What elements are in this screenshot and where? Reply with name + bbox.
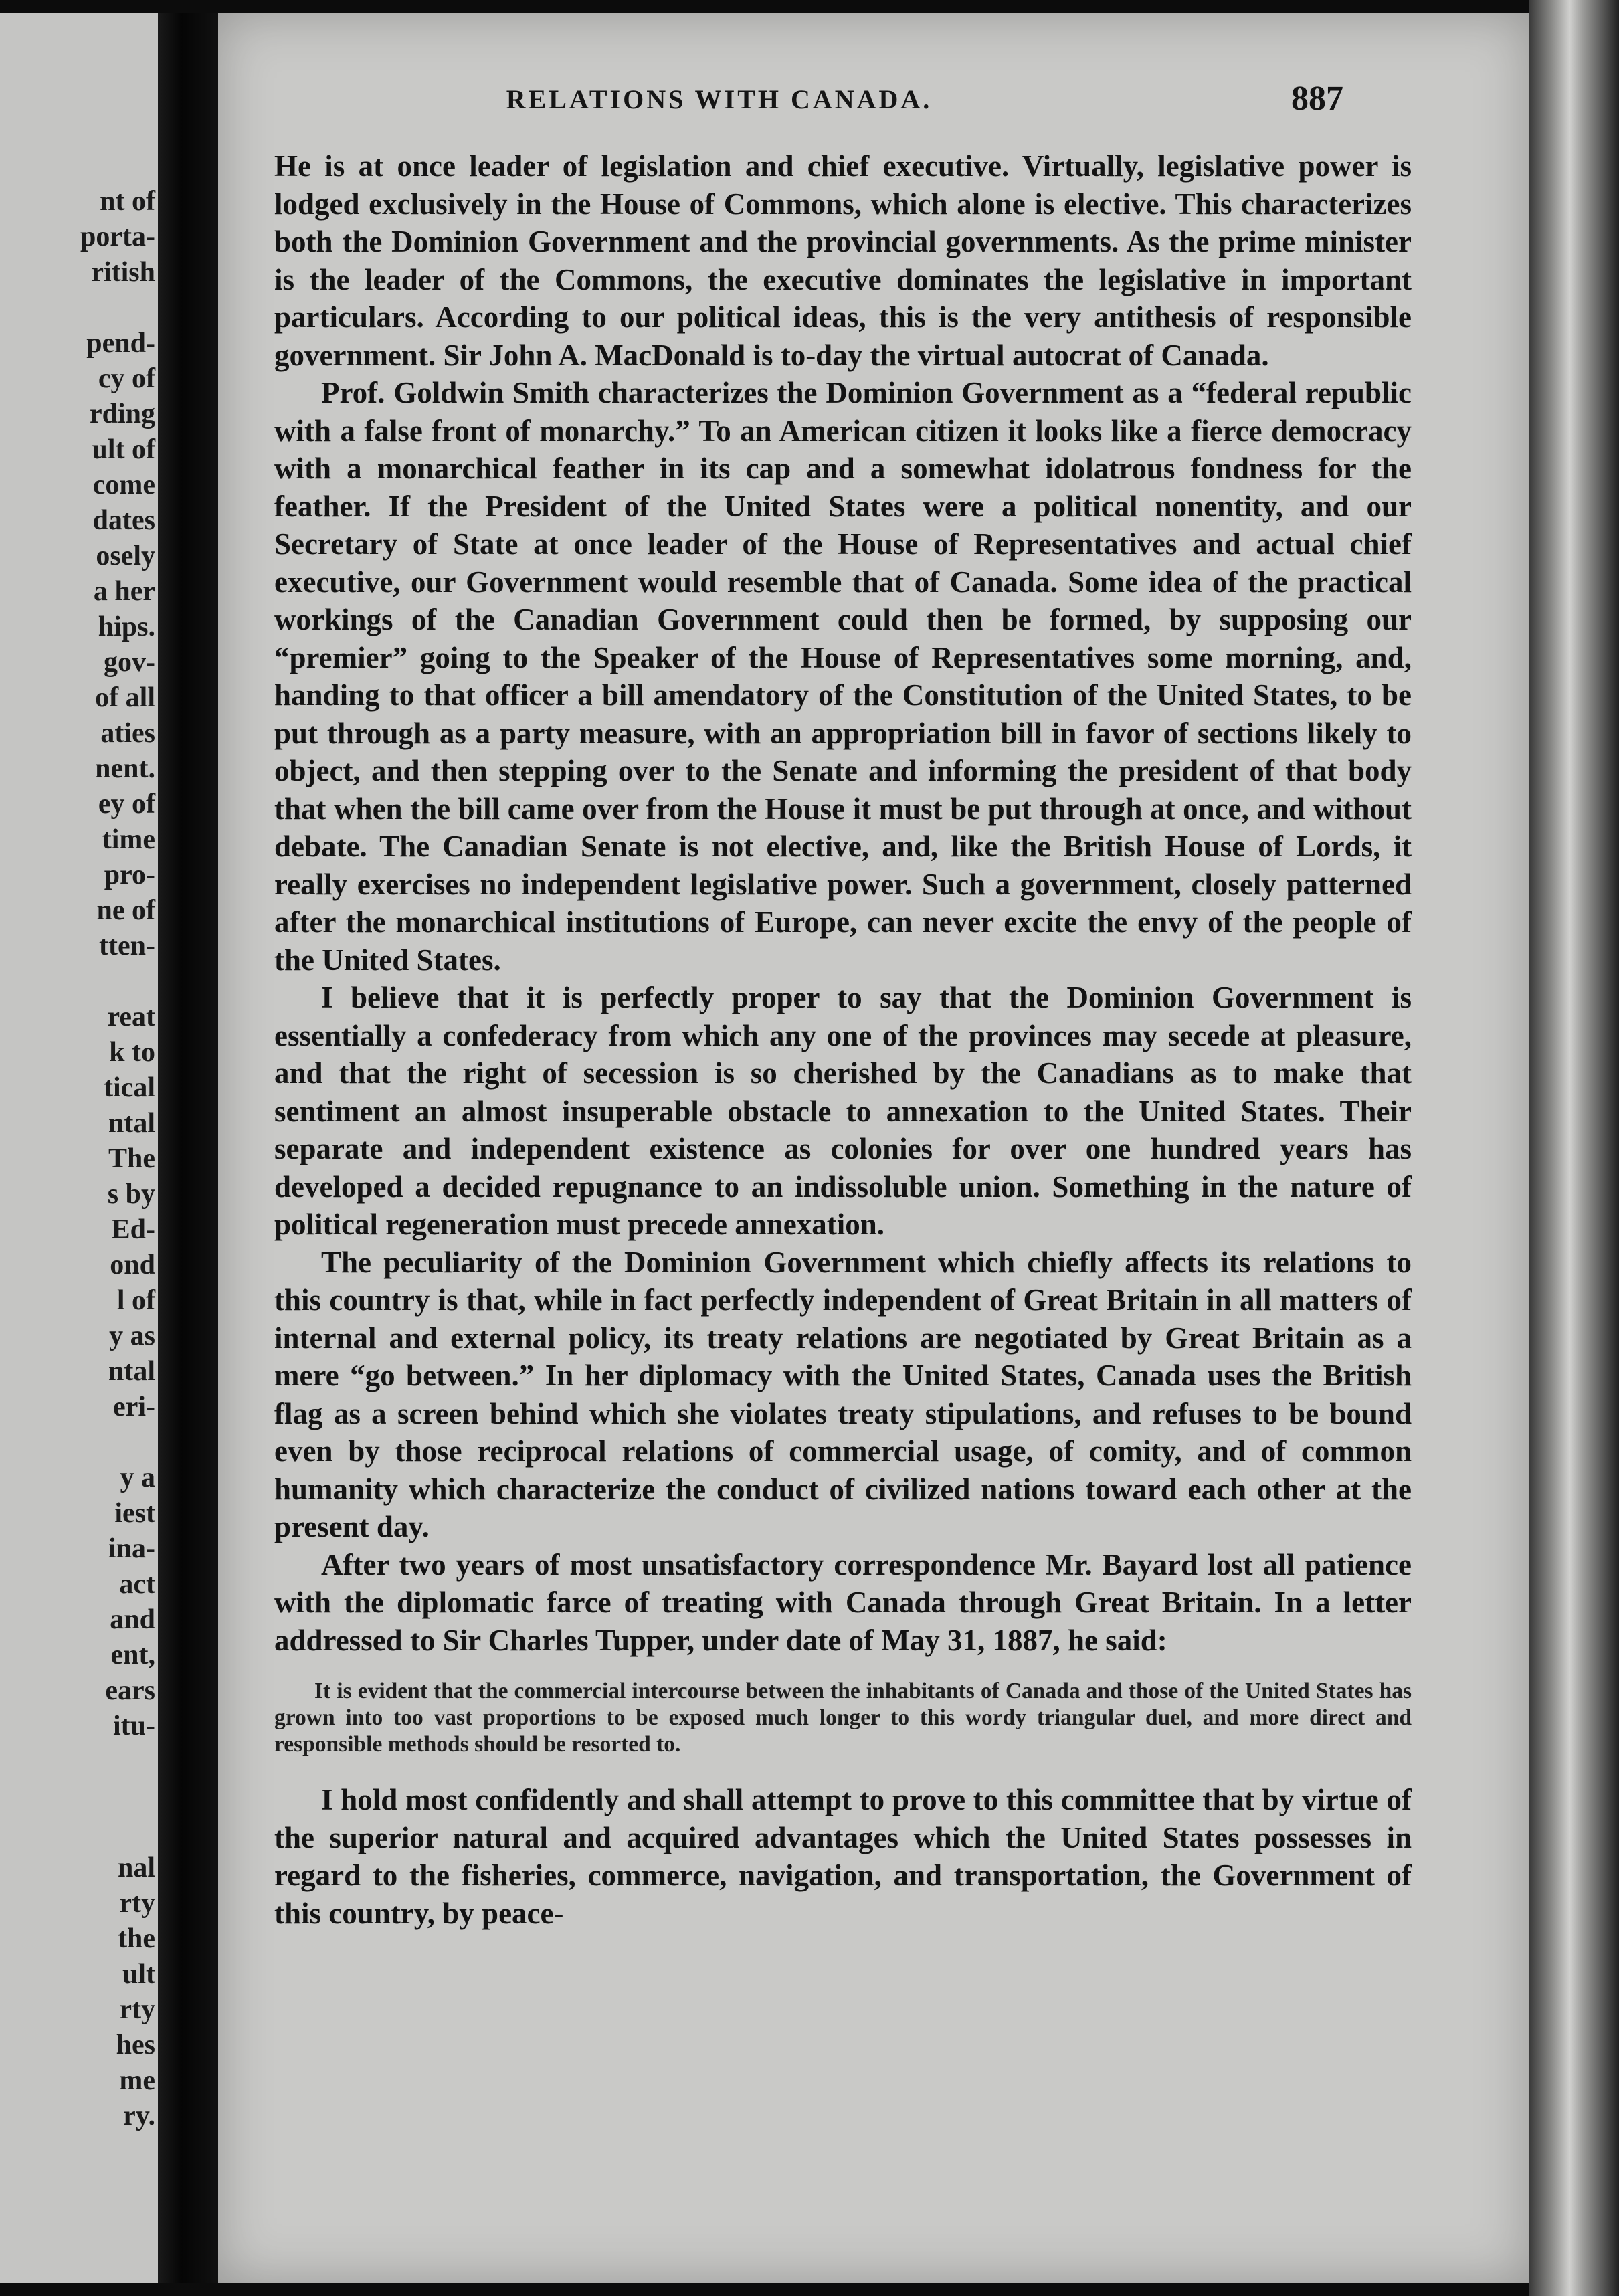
left-page-text-fragments [0,184,155,2134]
paragraph-5: After two years of most unsatisfactory correspondence Mr. Bayard lost all patience with the diplomatic farce of treating with Canada through Great Britain. In a letter addressed to Sir Charles Tupper, under date of May 31, 1887, he said: [274,1547,1412,1657]
left-fragment-line: pro- [104,860,155,890]
left-fragment-line [0,1744,155,1780]
left-facing-page [0,13,158,2283]
running-head: RELATIONS WITH CANADA. [506,84,933,114]
left-fragment-line [0,964,155,999]
paragraph-6: I hold most confidently and shall attempt to prove to this committee that by virtue of the superior natural and acquired advantages which the United States possesses in regard to the fisheries, commerce, navigation, and transportation, the Government of this country, by peace- [274,1783,1412,1930]
left-fragment-line: tical [104,1072,155,1103]
left-fragment-line: gov- [104,647,155,678]
left-fragment-line: cy of [98,363,155,394]
left-fragment-line: the [118,1923,155,1954]
left-fragment-line: nent. [95,753,155,784]
left-fragment-line [0,1425,155,1460]
left-fragment-line: rty [119,1888,155,1919]
body-text [274,147,1412,1932]
left-fragment-line: s by [107,1179,155,1210]
left-fragment-line: hes [116,2030,155,2061]
left-fragment-line: ond [110,1250,155,1280]
left-fragment-line: act [119,1569,155,1600]
block-quote: It is evident that the commercial intercourse between the inhabitants of Canada and those of the United States has grown into too vast proportions to be exposed much longer to this wordy triangular duel, and more direct and responsible methods should be resorted to. [274,1679,1412,1757]
left-fragment-line [0,1815,155,1850]
left-fragment-line: ne of [96,895,155,926]
left-fragment-line: aties [100,718,155,749]
left-fragment-line: ent, [110,1640,155,1670]
left-fragment-line: rding [89,399,155,429]
left-fragment-line: l of [116,1285,155,1316]
page-number: 887 [1291,80,1343,118]
paragraph-1: He is at once leader of legislation and chief executive. Virtually, legislative power is lodged exclusively in the House of Commons, which alone is elective. This characterizes both the Dominion Government and the provincial governments. As the prime minister is the leader of the Commons, the executive dominates the legislative in important particulars. According to our political ideas, this is the very antithesis of responsible government. Sir John A. MacDonald is to-day the virtual autocrat of Canada. [274,149,1412,372]
left-fragment-line: ritish [91,257,155,288]
book-gutter [158,13,218,2283]
left-fragment-line: ntal [108,1108,155,1139]
left-fragment-line: of all [95,682,155,713]
left-fragment-line: The [108,1143,155,1174]
left-fragment-line: Ed- [111,1214,155,1245]
left-fragment-line: y as [109,1321,155,1351]
left-fragment-line: and [110,1604,155,1635]
left-fragment-line: come [92,470,155,500]
left-fragment-line: tten- [99,931,155,961]
left-fragment-line: hips. [98,611,155,642]
left-fragment-line: ult of [92,434,155,465]
left-fragment-line: k to [109,1037,155,1068]
left-fragment-line: me [119,2065,155,2096]
left-fragment-line [0,1780,155,1815]
left-fragment-line: iest [114,1498,155,1529]
left-fragment-line: ina- [108,1533,155,1564]
left-fragment-line: porta- [80,221,155,252]
left-fragment-line: pend- [86,328,155,359]
left-fragment-line: itu- [113,1711,155,1741]
paragraph-2: Prof. Goldwin Smith characterizes the Dominion Government as a “federal republic with a false front of monarchy.” To an American citizen it looks like a fierce democracy with a monarchical feather in its cap and a somewhat idolatrous fondness for the feather. If the President of the United States were a political nonentity, and our Secretary of State at once leader of the House of Representatives and actual chief executive, our Government would resemble that of Canada. Some idea of the practical workings of the Canadian Government could then be formed, by supposing our “premier” going to the Speaker of the House of Representatives some morning, and, handing to that officer a bill amendatory of the Constitution of the United States, to be put through as a party measure, with an appropriation bill in favor of sections likely to object, and then stepping over to the Senate and informing the president of that body that when the bill came over from the House it must be put through at once, and without debate. The Canadian Senate is not elective, and, like the British House of Lords, it really exercises no independent legislative power. Such a government, closely patterned after the monarchical institutions of Europe, can never excite the envy of the people of the United States. [274,376,1412,977]
left-fragment-line: ears [105,1675,155,1706]
left-fragment-line: y a [120,1462,155,1493]
left-fragment-line: rty [119,1994,155,2025]
left-fragment-line: dates [92,505,155,536]
left-fragment-line: ey of [98,789,155,820]
left-fragment-line: ult [122,1959,155,1990]
paragraph-3: I believe that it is perfectly proper to say that the Dominion Government is essentially a confederacy from which any one of the provinces may secede at pleasure, and that the right of secession is so cherished by the Canadians as to make that sentiment an almost insuperable obstacle to annexation to the United States. Their separate and independent existence as colonies for over one hundred years has developed a decided repugnance to an indissoluble union. Something in the nature of political regeneration must precede annexation. [274,981,1412,1241]
left-fragment-line: a her [93,576,155,607]
left-fragment-line: ry. [123,2101,155,2131]
left-fragment-line: nal [117,1852,155,1883]
left-fragment-line: nt of [100,186,155,217]
left-fragment-line: time [102,824,155,855]
left-fragment-line: osely [96,541,155,571]
paragraph-4: The peculiarity of the Dominion Government which chiefly affects its relations to this country is that, while in fact perfectly independent of Great Britain in all matters of internal and external policy, its treaty relations are negotiated by Great Britain as a mere “go between.” In her diplomacy with the United States, Canada uses the British flag as a screen behind which she violates treaty stipulations, and refuses to be bound even by those reciprocal relations of commercial usage, of comity, and of common humanity which characterize the conduct of civilized nations toward each other at the present day. [274,1245,1412,1543]
left-fragment-line: eri- [113,1392,155,1422]
page-edge-stack [1529,0,1619,2296]
left-fragment-line: ntal [108,1356,155,1387]
left-fragment-line: reat [107,1001,155,1032]
left-fragment-line [0,290,155,326]
